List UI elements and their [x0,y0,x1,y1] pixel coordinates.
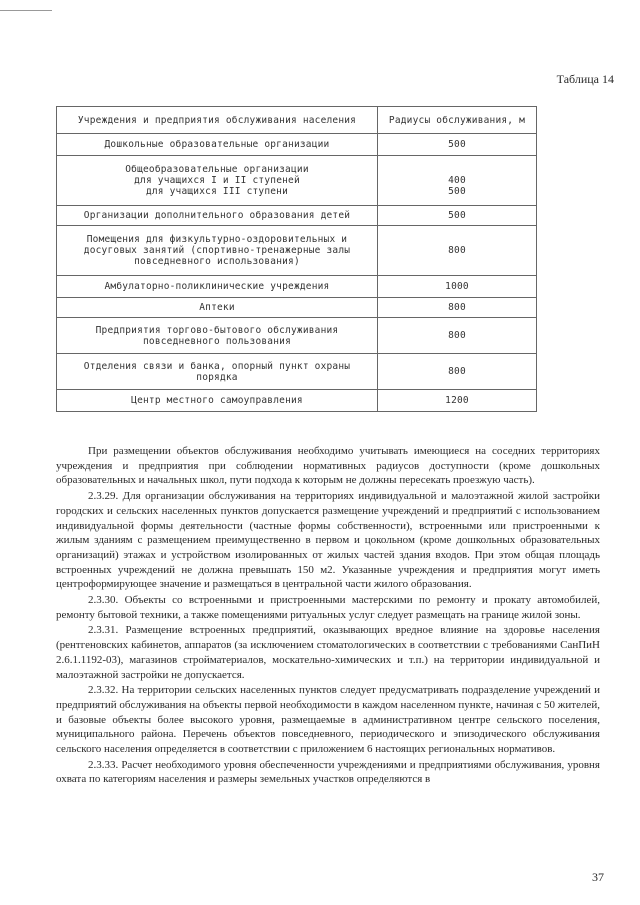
table-row [57,226,537,276]
table-row [57,156,537,206]
row-institution: Общеобразовательные организации для учащихся I и II ступеней для учащихся III ступени [57,156,378,206]
table-row [57,354,537,390]
row-radius: 800 [378,354,537,390]
table-row [57,390,537,412]
row-radius: 500 [378,134,537,156]
table-row [57,298,537,318]
row-radius: 400 500 [378,156,537,206]
row-institution: Дошкольные образовательные организации [57,134,378,156]
paragraph-2-3-33: 2.3.33. Расчет необходимого уровня обеспеченности учреждениями и предприятиями обслуживания, уровня охвата по категориям населения и размеры земельных участков определяются в [56,758,600,786]
table-row [57,134,537,156]
page-number: 37 [592,870,604,884]
row-institution: Отделения связи и банка, опорный пункт охраны порядка [57,354,378,390]
row-institution: Аптеки [57,298,378,318]
row-institution: Помещения для физкультурно-оздоровительных и досуговых занятий (спортивно-тренажерные залы повседневного использования) [57,226,378,276]
top-rule [0,10,52,11]
row-radius: 1200 [378,390,537,412]
paragraph-2-3-31: 2.3.31. Размещение встроенных предприятий, оказывающих вредное влияние на здоровье населения (рентгеновских кабинетов, аппаратов (за исключением стоматологических в соответствии с требованиями СанПиН 2.6.1.1192-03), магазинов стройматериалов, москательно-химических и т.п.) на территории индивидуальной и малоэтажной застройки не допускается. [56,624,600,681]
table-label: Таблица 14 [556,72,614,86]
table-row [57,276,537,298]
row-radius: 1000 [378,276,537,298]
paragraph-2-3-30: 2.3.30. Объекты со встроенными и пристроенными мастерскими по ремонту и прокату автомобилей, ремонту бытовой техники, а также помещениями ритуальных услуг следует размещать на границе жилой зоны. [56,594,600,621]
header-institutions: Учреждения и предприятия обслуживания населения [57,107,378,134]
paragraph-2-3-32: 2.3.32. На территории сельских населенных пунктов следует предусматривать подразделение учреждений и предприятий обслуживания на объекты первой необходимости в каждом населенном пункте, начиная с 50 жителей, и базовые объекты более высокого уровня, размещаемые в административном центре сельского поселения, муниципального района. Перечень объектов повседневного, периодического и эпизодического обслуживания сельского населения определяется в соответствии с приложением 6 настоящих региональных нормативов. [56,684,600,756]
row-radius: 800 [378,298,537,318]
row-radius: 500 [378,206,537,226]
table-row [57,318,537,354]
header-radius: Радиусы обслуживания, м [378,107,537,134]
paragraph: При размещении объектов обслуживания необходимо учитывать имеющиеся на соседних территориях учреждения и предприятия при соблюдении нормативных радиусов доступности (кроме дошкольных образовательных и начальных школ, пути подхода к которым не должны пересекать проезжую часть). [56,445,600,487]
row-institution: Центр местного самоуправления [57,390,378,412]
row-institution: Организации дополнительного образования детей [57,206,378,226]
body-text [56,444,600,788]
row-radius: 800 [378,226,537,276]
row-institution: Амбулаторно-поликлинические учреждения [57,276,378,298]
service-radius-table [56,106,537,412]
row-institution: Предприятия торгово-бытового обслуживания повседневного пользования [57,318,378,354]
row-radius: 800 [378,318,537,354]
paragraph-2-3-29: 2.3.29. Для организации обслуживания на территориях индивидуальной и малоэтажной жилой застройки городских и сельских населенных пунктов допускается размещение учреждений и предприятий с использованием индивидуальной формы деятельности (частные формы собственности), встроенными или пристроенными к жилым зданиям с размещением преимущественно в первом и цокольном (кроме дошкольных образовательных организаций) этажах и устройством изолированных от жилых частей здания входов. При этом общая площадь встроенных учреждений не должна превышать 150 м2. Указанные учреждения и предприятия могут иметь центроформирующее значение и размещаться в центральной части жилого образования. [56,490,600,591]
table-header-row [57,107,537,134]
table-row [57,206,537,226]
